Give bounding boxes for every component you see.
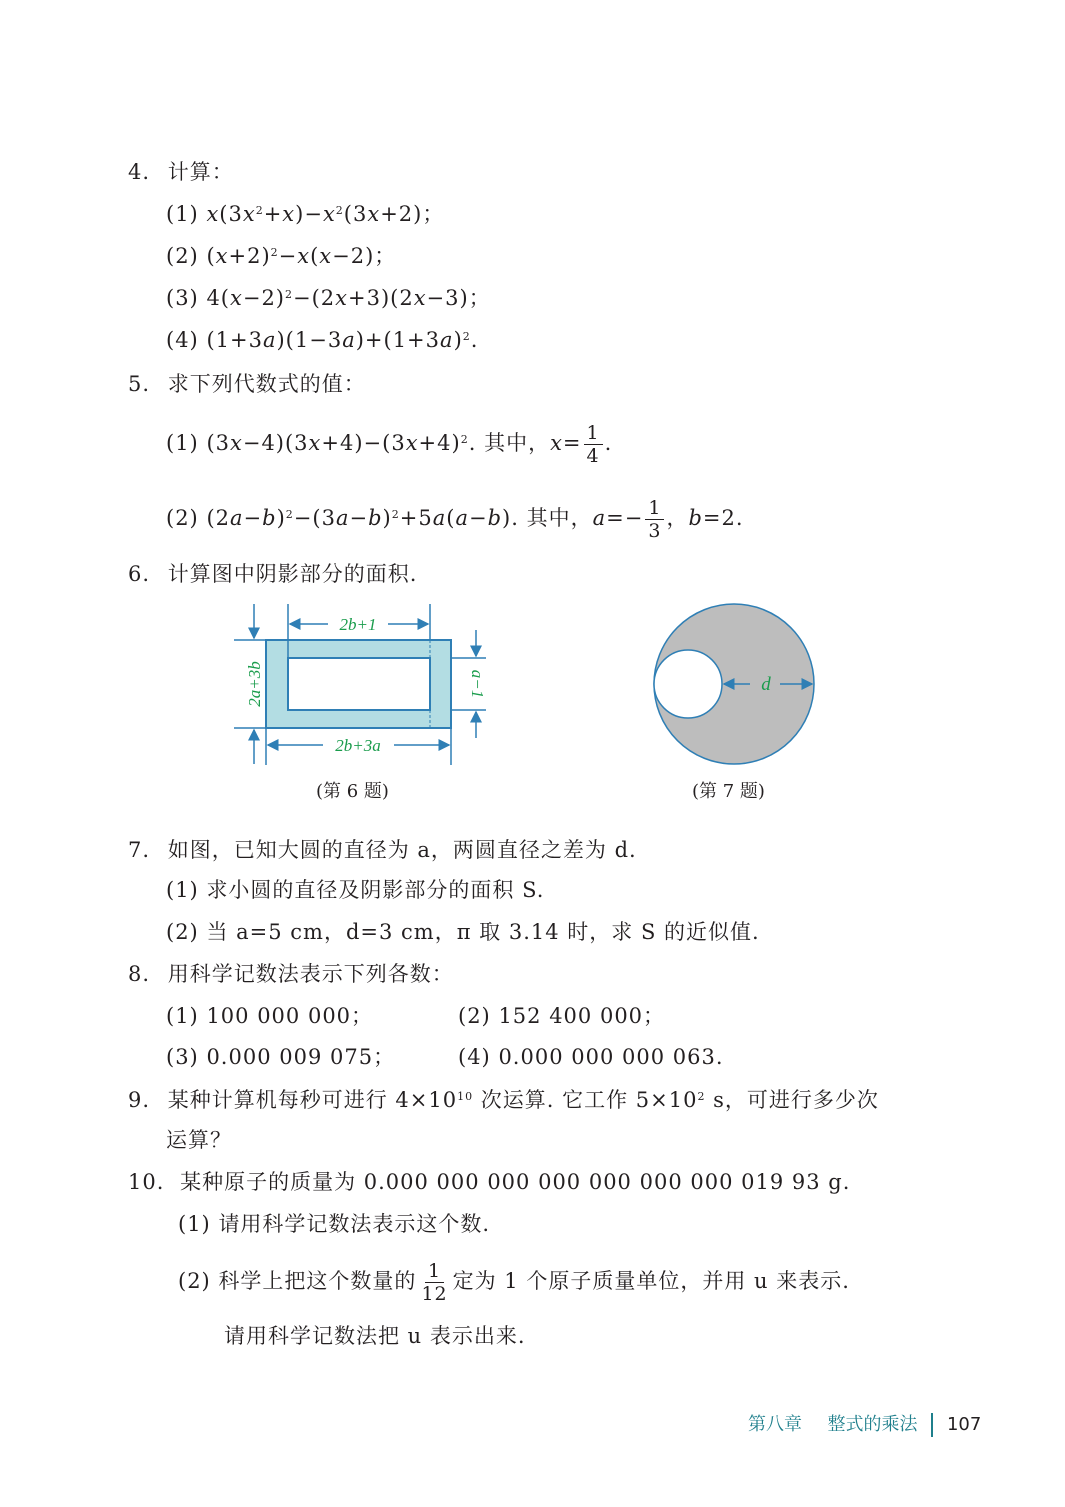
q9-text-c: s，可进行多少次 xyxy=(705,1088,879,1112)
q5-p2-fraction: $\frac{1}{3}$ xyxy=(645,497,664,542)
q9-line1 xyxy=(128,1086,879,1114)
q4-p3-expr: $4(x-2)^2-(2x+3)(2x-3)$； xyxy=(206,286,491,310)
q4-part2 xyxy=(166,242,396,270)
q10-p2-text-b: 定为 1 个原子质量单位，并用 u 来表示. xyxy=(452,1269,850,1293)
q7-part1 xyxy=(166,876,544,904)
label-d: d xyxy=(761,674,771,695)
q4-p4-label: (4) xyxy=(166,328,199,352)
q4-p4-expr: $(1+3a)(1-3a)+(1+3a)^2$. xyxy=(206,328,479,352)
q7-p2-label: (2) xyxy=(166,920,199,944)
q10-heading xyxy=(128,1168,850,1196)
label-top: 2b+1 xyxy=(339,615,377,634)
q4-part1 xyxy=(166,200,444,228)
q5-p2-where: 其中， xyxy=(526,506,593,530)
q4-part3 xyxy=(166,284,491,312)
q5-p1-fraction: $\frac{1}{4}$ xyxy=(584,422,603,467)
figure-7 xyxy=(650,600,820,770)
figure-6-caption: (第 6 题) xyxy=(316,781,389,802)
q4-p3-label: (3) xyxy=(166,286,199,310)
q5-part1: (1) $(3x-4)(3x+4)-(3x+4)^2$. 其中，x= $\frac{1}{4}$ . xyxy=(166,422,613,467)
q9-text-a: 某种计算机每秒可进行 4×10 xyxy=(167,1088,458,1112)
q5-p2-label: (2) xyxy=(166,506,199,530)
q9-exp-a: 10 xyxy=(457,1090,474,1103)
q10-part2-line2: 请用科学记数法把 u 表示出来. xyxy=(224,1324,526,1348)
q8-number: 8. xyxy=(128,962,151,986)
q7-p1-label: (1) xyxy=(166,878,199,902)
q9-text-b: 次运算. 它工作 5×10 xyxy=(473,1088,698,1112)
q5-heading xyxy=(128,370,366,398)
q10-text: 某种原子的质量为 0.000 000 000 000 000 000 000 019 93 g. xyxy=(180,1170,851,1194)
q4-p2-expr: $(x+2)^2-x(x-2)$； xyxy=(206,244,397,268)
q10-p2-text-a: 科学上把这个数量的 xyxy=(218,1269,417,1293)
q7-heading xyxy=(128,836,637,864)
page-footer xyxy=(748,1410,981,1437)
q4-number: 4. xyxy=(128,160,151,184)
footer-divider xyxy=(931,1413,933,1437)
q4-title: 计算： xyxy=(167,160,234,184)
q10-p2-label: (2) xyxy=(178,1269,211,1293)
label-left: 2a+3b xyxy=(245,661,264,707)
q9-line2: 运算？ xyxy=(166,1128,232,1152)
q10-number: 10. xyxy=(128,1170,165,1194)
q4-heading xyxy=(128,158,234,186)
q5-p1-label: (1) xyxy=(166,431,199,455)
q4-part4 xyxy=(166,326,478,354)
small-circle xyxy=(654,650,722,718)
q5-p1-where: 其中， xyxy=(484,431,551,455)
q9-number: 9. xyxy=(128,1088,151,1112)
q8-item-2: (2) 152 400 000； xyxy=(458,1004,666,1028)
q4-p1-expr: $x(3x^2+x)-x^2(3x+2)$； xyxy=(206,202,445,226)
q4-p2-label: (2) xyxy=(166,244,199,268)
q9-exp-b: 2 xyxy=(697,1090,706,1103)
q5-p2-expr: $(2a-b)^2-(3a-b)^2+5a(a-b)$. xyxy=(206,506,519,530)
q4-p1-label: (1) xyxy=(166,202,199,226)
footer-chapter: 第八章 xyxy=(748,1414,802,1435)
q6-title: 计算图中阴影部分的面积. xyxy=(167,562,418,586)
q10-part1 xyxy=(178,1210,490,1238)
q8-item-3: (3) 0.000 009 075； xyxy=(166,1045,396,1069)
q5-number: 5. xyxy=(128,372,151,396)
q8-heading xyxy=(128,960,454,988)
q7-part2 xyxy=(166,918,760,946)
q8-title: 用科学记数法表示下列各数： xyxy=(167,962,454,986)
page-number: 107 xyxy=(946,1414,982,1435)
q7-number: 7. xyxy=(128,838,151,862)
footer-title: 整式的乘法 xyxy=(827,1414,918,1435)
q6-number: 6. xyxy=(128,562,151,586)
q7-text: 如图，已知大圆的直径为 a，两圆直径之差为 d. xyxy=(167,838,637,862)
q8-item-1: (1) 100 000 000； xyxy=(166,1004,374,1028)
q10-part2 xyxy=(178,1256,850,1306)
q5-p1-expr: $(3x-4)(3x+4)-(3x+4)^2$. xyxy=(206,431,477,455)
figure-6 xyxy=(228,600,498,770)
q10-p1-label: (1) xyxy=(178,1212,211,1236)
q5-part2: (2) $(2a-b)^2-(3a-b)^2+5a(a-b)$. 其中，a=− $\frac{1}{3}$ ，b=2. xyxy=(166,497,744,542)
label-bottom: 2b+3a xyxy=(335,736,381,755)
label-right: a−1 xyxy=(468,669,487,699)
q5-title: 求下列代数式的值： xyxy=(167,372,366,396)
q7-p1-text: 求小圆的直径及阴影部分的面积 S. xyxy=(206,878,545,902)
figure-7-caption: (第 7 题) xyxy=(692,781,765,802)
q7-p2-text: 当 a=5 cm，d=3 cm，π 取 3.14 时，求 S 的近似值. xyxy=(206,920,760,944)
q10-p1-text: 请用科学记数法表示这个数. xyxy=(218,1212,491,1236)
inner-rect xyxy=(288,658,430,710)
q10-fraction: $\frac{1}{12}$ xyxy=(421,1260,448,1305)
q6-heading xyxy=(128,560,417,588)
q8-item-4: (4) 0.000 000 000 063. xyxy=(458,1045,724,1069)
